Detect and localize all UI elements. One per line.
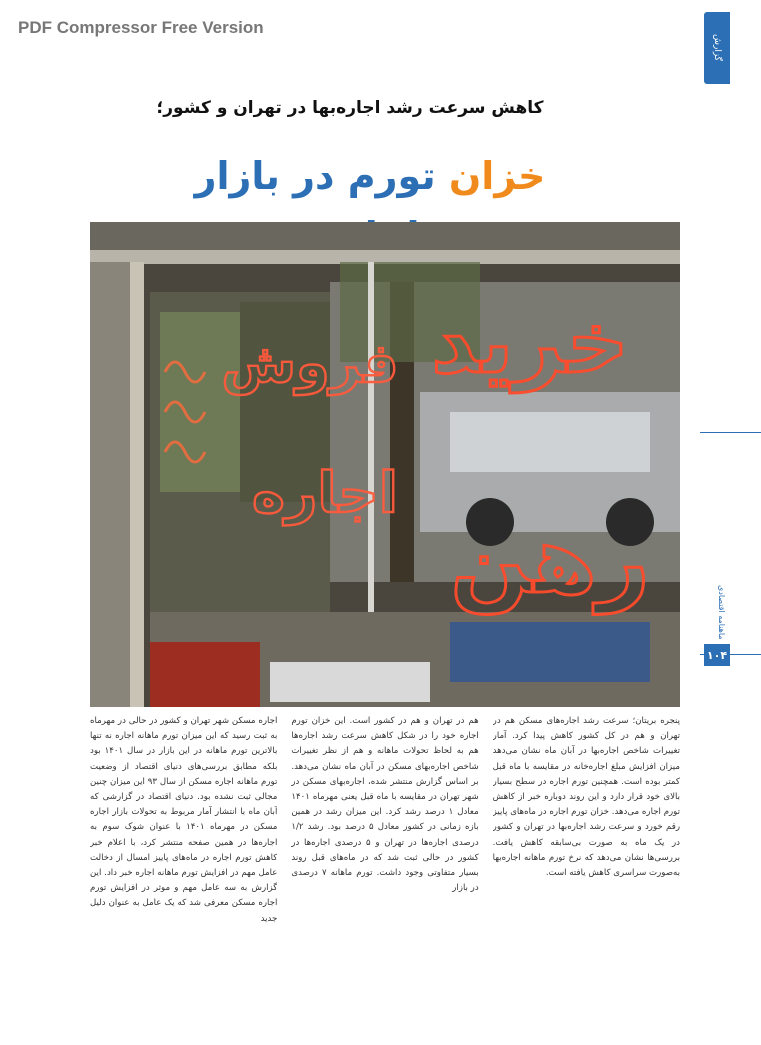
neon-sell: فروش: [221, 332, 399, 395]
page-number: ۱۰۴: [704, 644, 730, 666]
side-divider: [700, 432, 761, 433]
article-column-2: هم در تهران و هم در کشور است. این خزان تورم اجاره خود را در شکل کاهش سرعت رشد اجاره‌ها هم به لحاظ تحولات ماهانه و هم از نظر تغییرات شاخص اجاره‌بهای مسکن در آبان ماه نشان می‌دهد. بر اساس گزارش منتشر شده، اجاره‌بهای مسکن در شهر تهران در مقایسه با ماه قبل یعنی مهرماه ۱۴۰۱ معادل ۱ درصد رشد کرد. این میزان رشد در همین بازه زمانی در کشور معادل ۵ درصد بود. رشد ۱/۲ درصدی اجاره‌ها در تهران و ۵ درصدی اجاره‌ها در کشور در حالی ثبت شد که در ماه‌های قبل روند بسیار متفاوتی وجود داشت. تورم ماهانه ۷ درصدی در بازار: [291, 716, 479, 894]
storefront-photo: [90, 222, 680, 707]
section-tab: گزارش: [704, 12, 730, 84]
headline-highlight: خزان: [448, 154, 546, 198]
kicker: کاهش سرعت رشد اجاره‌بها در تهران و کشور؛: [156, 98, 544, 118]
neon-mortgage: رهن: [450, 507, 650, 614]
article-column-1: پنجره بریتان؛ سرعت رشد اجاره‌های مسکن هم در تهران و هم در کل کشور کاهش پیدا کرد. آمار تغییرات شاخص اجاره‌بها در آبان ماه نشان می‌دهد میزان افزایش مبلغ اجاره‌خانه در مقایسه با ماه قبل کمتر بوده است. همچنین تورم اجاره در سطح بسیار بالای خود قرار دارد و این روند دوباره خبر از کاهش تورم اجاره می‌دهد. خزان تورم اجاره در ماه‌های پاییز رقم خورد و سرعت رشد اجاره‌بها در تهران و کشور در یک ماه به صورت بی‌سابقه کاهش یافت. بررسی‌ها نشان می‌دهد که نرخ تورم ماهانه اجاره‌بها به‌صورت سراسری کاهش یافته است.: [492, 716, 680, 879]
neon-rent: اجاره: [252, 461, 398, 526]
article-body: [90, 714, 680, 974]
article-column-3: اجاره مسکن شهر تهران و کشور در حالی در مهرماه به ثبت رسید که این میزان تورم ماهانه اجاره نه تنها بالاترین تورم ماهانه در این بازار در سال ۱۴۰۱ بود بلکه مطابق بررسی‌های دنیای اقتصاد از وضعیت تورم ماهانه اجاره مسکن از سال ۹۳ این میزان چنین مجالی ثبت نشده بود. دنیای اقتصاد در گزارشی که آبان ماه با انتشار آمار مربوط به تحولات بازار اجاره مسکن در مهرماه ۱۴۰۱ با عنوان شوک سوم به اجاره‌ها در همین صفحه منتشر کرد، با اعلام خبر کاهش تورم اجاره در ماه‌های پاییز امسال از دخالت عامل مهم در افزایش تورم ماهانه اجاره خبر داد. این گزارش به سه عامل مهم و موثر در افزایش تورم اجاره مسکن معرفی شد که یک عامل به عنوان دلیل جدید: [90, 716, 278, 924]
headline-rest: تورم در بازار: [194, 154, 436, 198]
side-caption: ماهنامه اقتصادی: [717, 585, 726, 640]
neon-buy: خرید: [431, 293, 629, 393]
watermark: PDF Compressor Free Version: [18, 18, 264, 37]
